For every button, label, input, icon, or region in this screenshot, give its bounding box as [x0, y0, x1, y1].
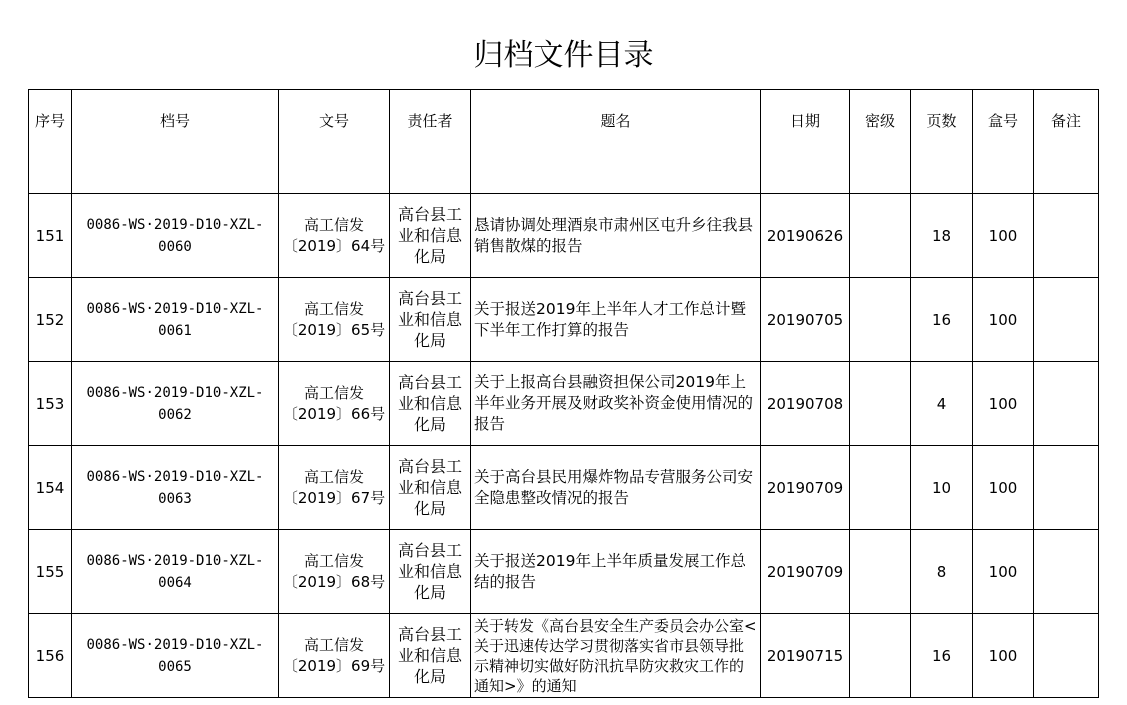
cell-pages: 10 [911, 446, 973, 530]
table-row [29, 530, 1099, 614]
cell-subject: 关于高台县民用爆炸物品专营服务公司安全隐患整改情况的报告 [471, 446, 761, 530]
cell-doc-no [279, 194, 390, 278]
archive-no-line2: 0064 [158, 574, 192, 591]
table-row [29, 194, 1099, 278]
cell-remarks [1034, 194, 1099, 278]
table-row [29, 614, 1099, 698]
cell-pages: 16 [911, 278, 973, 362]
header-remarks: 备注 [1034, 90, 1099, 194]
cell-subject: 关于上报高台县融资担保公司2019年上半年业务开展及财政奖补资金使用情况的报告 [471, 362, 761, 446]
cell-secret [850, 530, 911, 614]
doc-no-line2: 〔2019〕69号 [282, 656, 386, 675]
cell-seq: 155 [29, 530, 72, 614]
cell-secret [850, 278, 911, 362]
archive-no-line2: 0065 [158, 658, 192, 675]
header-date: 日期 [761, 90, 850, 194]
cell-pages: 18 [911, 194, 973, 278]
table-row [29, 446, 1099, 530]
header-archive-no: 档号 [72, 90, 279, 194]
archive-no-line1: 0086-WS·2019-D10-XZL- [86, 300, 264, 317]
cell-date: 20190709 [761, 530, 850, 614]
archive-catalog-table [28, 89, 1099, 698]
cell-doc-no [279, 614, 390, 698]
header-seq: 序号 [29, 90, 72, 194]
doc-no-line2: 〔2019〕64号 [282, 236, 386, 255]
archive-no-line2: 0061 [158, 322, 192, 339]
cell-box: 100 [973, 530, 1034, 614]
cell-seq: 152 [29, 278, 72, 362]
cell-seq: 156 [29, 614, 72, 698]
cell-remarks [1034, 278, 1099, 362]
cell-responsible: 高台县工业和信息化局 [390, 278, 471, 362]
cell-responsible: 高台县工业和信息化局 [390, 194, 471, 278]
doc-no-line1: 高工信发 [303, 635, 364, 654]
cell-archive-no [72, 362, 279, 446]
cell-responsible: 高台县工业和信息化局 [390, 530, 471, 614]
cell-subject: 关于报送2019年上半年人才工作总计暨下半年工作打算的报告 [471, 278, 761, 362]
cell-archive-no [72, 194, 279, 278]
cell-archive-no [72, 530, 279, 614]
page-title: 归档文件目录 [473, 38, 654, 73]
cell-date: 20190715 [761, 614, 850, 698]
cell-date: 20190705 [761, 278, 850, 362]
doc-no-line1: 高工信发 [303, 215, 364, 234]
cell-seq: 151 [29, 194, 72, 278]
archive-no-line2: 0063 [158, 490, 192, 507]
doc-no-line2: 〔2019〕65号 [282, 320, 386, 339]
table-row [29, 362, 1099, 446]
cell-doc-no [279, 362, 390, 446]
cell-subject: 关于转发《高台县安全生产委员会办公室<关于迅速传达学习贯彻落实省市县领导批示精神切实做好防汛抗旱防灾救灾工作的通知>》的通知 [471, 614, 761, 698]
archive-no-line1: 0086-WS·2019-D10-XZL- [86, 552, 264, 569]
cell-box: 100 [973, 278, 1034, 362]
cell-remarks [1034, 446, 1099, 530]
archive-no-line1: 0086-WS·2019-D10-XZL- [86, 384, 264, 401]
cell-archive-no [72, 614, 279, 698]
doc-no-line1: 高工信发 [303, 299, 364, 318]
cell-doc-no [279, 446, 390, 530]
cell-secret [850, 362, 911, 446]
cell-remarks [1034, 530, 1099, 614]
cell-responsible: 高台县工业和信息化局 [390, 362, 471, 446]
cell-pages: 8 [911, 530, 973, 614]
cell-archive-no [72, 446, 279, 530]
doc-no-line2: 〔2019〕67号 [282, 488, 386, 507]
cell-doc-no [279, 530, 390, 614]
archive-no-line2: 0060 [158, 238, 192, 255]
cell-date: 20190709 [761, 446, 850, 530]
doc-no-line1: 高工信发 [303, 551, 364, 570]
cell-date: 20190626 [761, 194, 850, 278]
table-header-row [29, 90, 1099, 194]
cell-secret [850, 614, 911, 698]
cell-subject: 关于报送2019年上半年质量发展工作总结的报告 [471, 530, 761, 614]
cell-responsible: 高台县工业和信息化局 [390, 614, 471, 698]
cell-remarks [1034, 362, 1099, 446]
cell-secret [850, 446, 911, 530]
cell-subject: 恳请协调处理酒泉市肃州区屯升乡往我县销售散煤的报告 [471, 194, 761, 278]
header-box: 盒号 [973, 90, 1034, 194]
doc-no-line1: 高工信发 [303, 467, 364, 486]
cell-seq: 154 [29, 446, 72, 530]
header-subject: 题名 [471, 90, 761, 194]
cell-secret [850, 194, 911, 278]
header-secret: 密级 [850, 90, 911, 194]
header-responsible: 责任者 [390, 90, 471, 194]
doc-no-line2: 〔2019〕66号 [282, 404, 386, 423]
cell-box: 100 [973, 614, 1034, 698]
header-pages: 页数 [911, 90, 973, 194]
cell-date: 20190708 [761, 362, 850, 446]
header-doc-no: 文号 [279, 90, 390, 194]
cell-pages: 4 [911, 362, 973, 446]
cell-pages: 16 [911, 614, 973, 698]
cell-box: 100 [973, 194, 1034, 278]
archive-no-line2: 0062 [158, 406, 192, 423]
cell-box: 100 [973, 446, 1034, 530]
cell-responsible: 高台县工业和信息化局 [390, 446, 471, 530]
doc-no-line1: 高工信发 [303, 383, 364, 402]
archive-no-line1: 0086-WS·2019-D10-XZL- [86, 636, 264, 653]
cell-seq: 153 [29, 362, 72, 446]
cell-archive-no [72, 278, 279, 362]
cell-box: 100 [973, 362, 1034, 446]
cell-doc-no [279, 278, 390, 362]
archive-no-line1: 0086-WS·2019-D10-XZL- [86, 216, 264, 233]
table-row [29, 278, 1099, 362]
cell-remarks [1034, 614, 1099, 698]
archive-no-line1: 0086-WS·2019-D10-XZL- [86, 468, 264, 485]
doc-no-line2: 〔2019〕68号 [282, 572, 386, 591]
